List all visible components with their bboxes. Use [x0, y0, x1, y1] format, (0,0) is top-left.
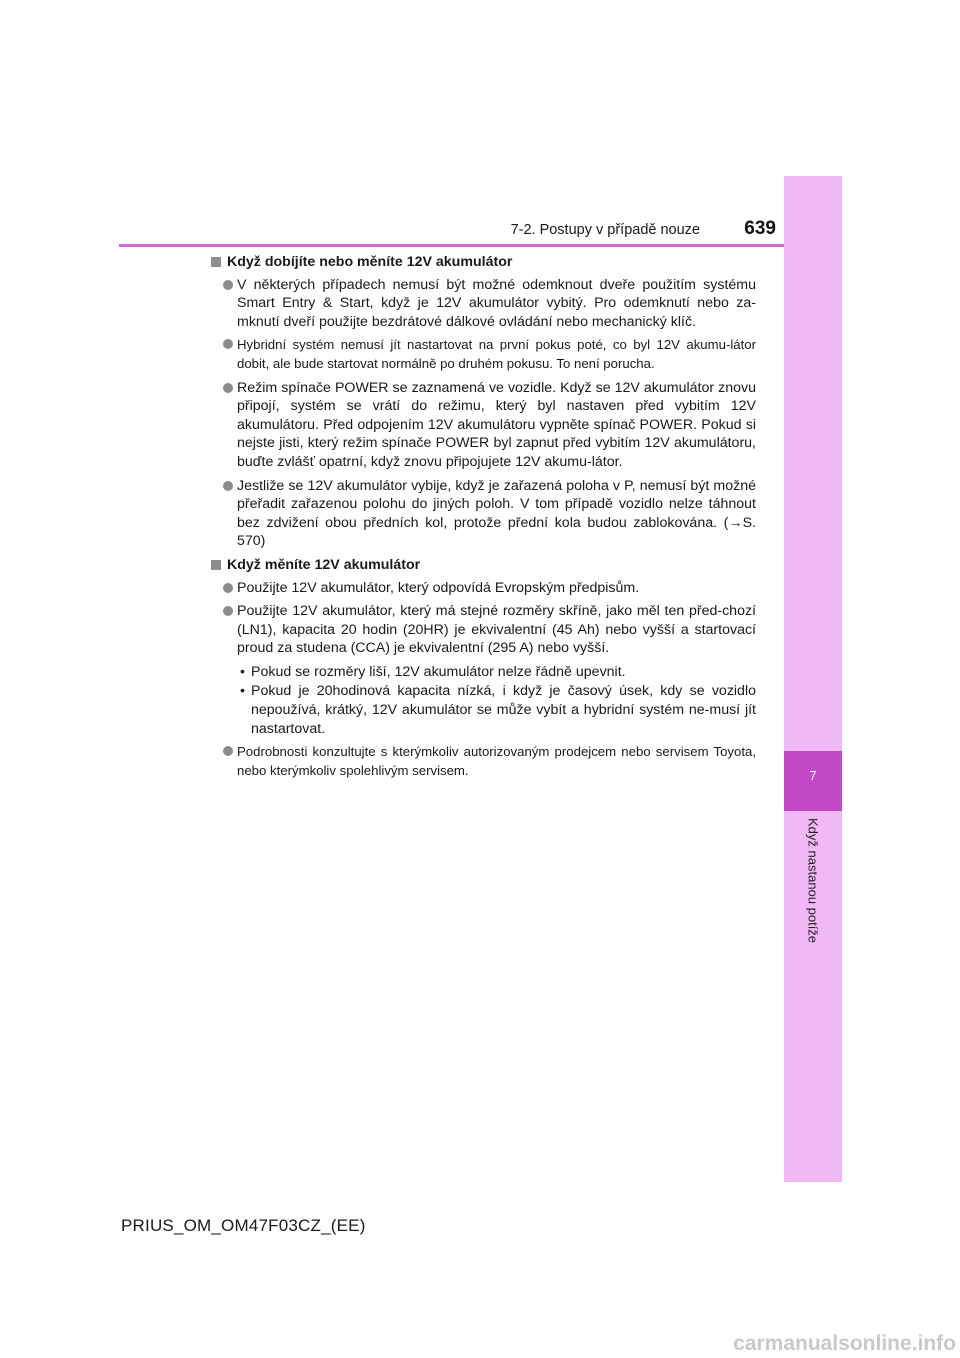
section-heading — [211, 253, 756, 272]
list-item — [211, 602, 756, 658]
section-heading — [211, 556, 756, 575]
sub-list-item-text: Pokud je 20hodinová kapacita nízká, i když je časový úsek, kdy se vozidlo nepoužívá, krátký, 12V akumulátor se může vybít a hybridní systém ne-musí jít nastartovat. — [251, 683, 756, 737]
list-item-text: Jestliže se 12V akumulátor vybije, když je zařazená poloha v P, nemusí být možné přeřadit zařazenou polohu do jiných poloh. V tom případě vozidlo nelze táhnout bez zdvižení obou předních kol, protože přední kola budou zablokována. (→S. 570) — [237, 477, 756, 550]
list-item — [211, 276, 756, 332]
chapter-number: 7 — [809, 768, 817, 783]
header-rule — [119, 244, 784, 247]
sub-list-item — [211, 682, 756, 738]
round-bullet-icon — [223, 280, 233, 290]
list-item — [211, 743, 756, 780]
chapter-title-text: Když nastanou potíže — [805, 818, 821, 944]
dot-bullet-icon: • — [240, 663, 245, 680]
chapter-title — [784, 818, 842, 968]
dot-bullet-icon: • — [240, 683, 245, 700]
list-item-text: V některých případech nemusí být možné odemknout dveře použitím systému Smart Entry & Start, když je 12V akumulátor vybitý. Pro odemknutí nebo za-mknutí dveří použijte bezdrátové dálkové ovládání nebo mechanický klíč. — [237, 276, 756, 330]
list-item — [211, 336, 756, 373]
chapter-side-tab — [784, 176, 842, 1182]
sub-list — [211, 663, 756, 738]
round-bullet-icon — [223, 583, 233, 593]
list-item-text: Režim spínače POWER se zaznamená ve vozidle. Když se 12V akumulátor znovu připojí, systém se vrátí do režimu, který byl nastaven před vybitím 12V akumulátoru. Před odpojením 12V akumulátoru vypněte spínač POWER. Pokud si nejste jisti, který režim spínače POWER byl zapnut před vybitím 12V akumulátoru, buďte zvlášť opatrní, když znovu připojujete 12V akumu-látor. — [237, 379, 756, 470]
section-title: 7-2. Postupy v případě nouze — [510, 222, 700, 238]
list-item — [211, 477, 756, 551]
square-bullet-icon — [211, 560, 221, 570]
list-item-text: Podrobnosti konzultujte s kterýmkoliv autorizovaným prodejcem nebo servisem Toyota, nebo kterýmkoliv spolehlivým servisem. — [237, 744, 756, 778]
document-code: PRIUS_OM_OM47F03CZ_(EE) — [121, 1216, 366, 1235]
list-item-text: Hybridní systém nemusí jít nastartovat na první pokus poté, co byl 12V akumu-látor dobit, ale bude startovat normálně po druhém pokusu. To není porucha. — [237, 337, 756, 371]
list-item-text: Použijte 12V akumulátor, který odpovídá Evropským předpisům. — [237, 579, 640, 596]
sub-list-item — [211, 663, 756, 682]
square-bullet-icon — [211, 257, 221, 267]
section-heading-text: Když měníte 12V akumulátor — [227, 556, 421, 573]
section-heading-text: Když dobíjíte nebo měníte 12V akumulátor — [227, 254, 513, 270]
list-item — [211, 579, 756, 598]
list-item-text: Použijte 12V akumulátor, který má stejné rozměry skříně, jako měl ten před-chozí (LN1), kapacita 20 hodin (20HR) je ekvivalentní (45 Ah) nebo vyšší a startovací proud za studena (CCA) je ekvivalentní (295 A) nebo vyšší. — [237, 603, 756, 657]
round-bullet-icon — [223, 383, 233, 393]
list-item — [211, 379, 756, 472]
page-number: 639 — [744, 218, 776, 239]
round-bullet-icon — [223, 481, 233, 491]
round-bullet-icon — [223, 606, 233, 616]
round-bullet-icon — [223, 746, 233, 756]
sub-list-item-text: Pokud se rozměry liší, 12V akumulátor nelze řádně upevnit. — [251, 663, 626, 680]
page-content — [211, 253, 756, 785]
watermark: carmanualsonline.info — [733, 1332, 956, 1355]
round-bullet-icon — [223, 339, 233, 349]
